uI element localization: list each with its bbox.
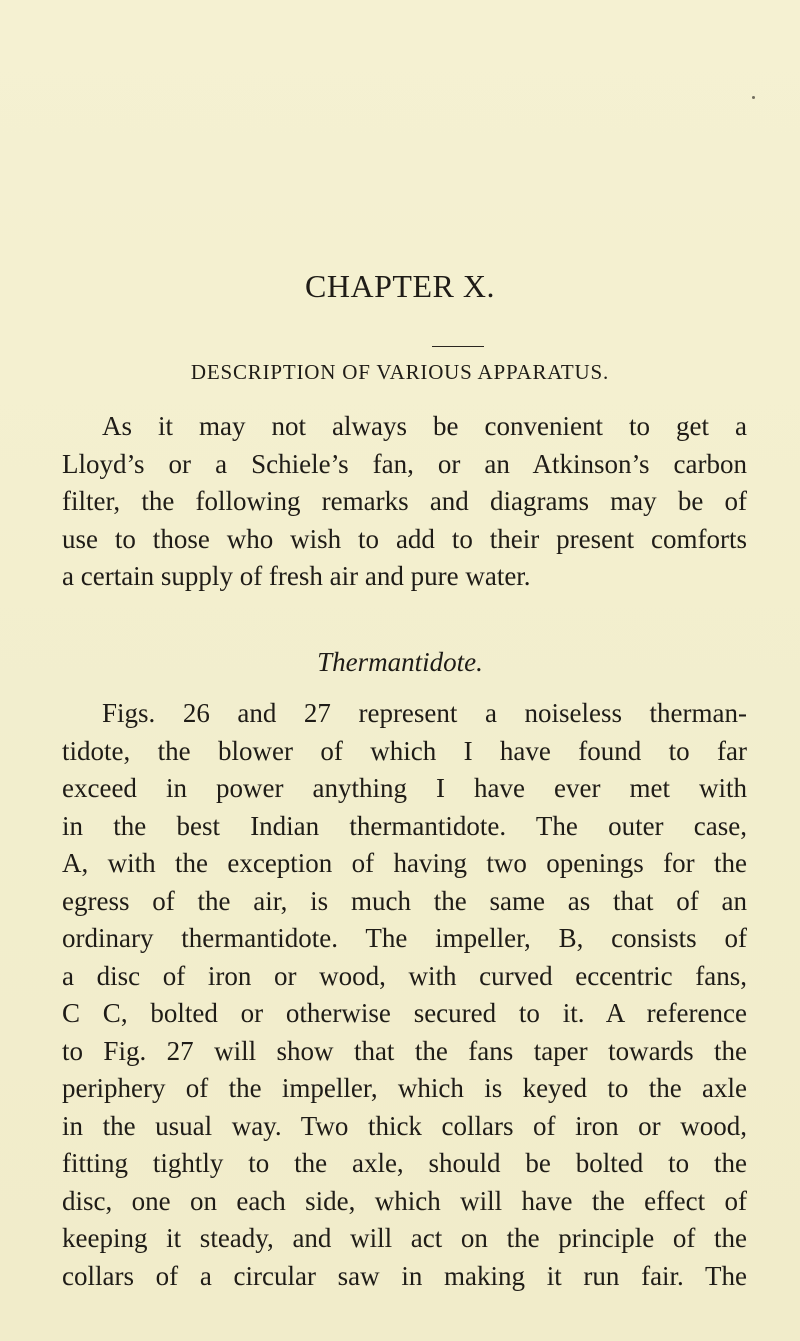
- text-line: Lloyd’s or a Schiele’s fan, or an Atkinson’s carbon: [62, 448, 747, 479]
- text-line: egress of the air, is much the same as that of an: [62, 885, 747, 916]
- section-heading: DESCRIPTION OF VARIOUS APPARATUS.: [190, 360, 610, 384]
- subsection-heading: Thermantidote.: [317, 647, 483, 677]
- title-divider: [432, 346, 484, 347]
- chapter-title: CHAPTER X.: [305, 268, 495, 304]
- text-line: As it may not always be convenient to get a: [102, 411, 747, 441]
- text-line: ordinary thermantidote. The impeller, B, consists of: [62, 923, 747, 953]
- text-line: a certain supply of fresh air and pure water.: [62, 561, 531, 591]
- text-line: filter, the following remarks and diagrams may be of: [62, 486, 747, 516]
- text-line: fitting tightly to the axle, should be bolted to the: [62, 1148, 747, 1178]
- text-line: C C, bolted or otherwise secured to it. A reference: [62, 998, 747, 1028]
- intro-paragraph: [62, 408, 747, 596]
- text-line: periphery of the impeller, which is keyed to the axle: [62, 1073, 747, 1103]
- text-line: Figs. 26 and 27 represent a noiseless therman-: [102, 698, 747, 728]
- text-line: to Fig. 27 will show that the fans taper towards the: [62, 1035, 747, 1066]
- text-line: disc, one on each side, which will have the effect of: [62, 1185, 747, 1216]
- text-line: use to those who wish to add to their present comforts: [62, 523, 747, 554]
- ink-speck: [752, 96, 755, 99]
- text-line: keeping it steady, and will act on the principle of the: [62, 1223, 747, 1253]
- body-paragraph: [62, 695, 747, 1295]
- text-line: tidote, the blower of which I have found to far: [62, 735, 747, 766]
- text-line: collars of a circular saw in making it run fair. The: [62, 1260, 747, 1291]
- text-line: in the usual way. Two thick collars of iron or wood,: [62, 1110, 747, 1141]
- text-line: A, with the exception of having two openings for the: [62, 848, 747, 878]
- text-line: in the best Indian thermantidote. The outer case,: [62, 810, 747, 841]
- text-line: exceed in power anything I have ever met with: [62, 773, 747, 803]
- text-line: a disc of iron or wood, with curved eccentric fans,: [62, 960, 747, 991]
